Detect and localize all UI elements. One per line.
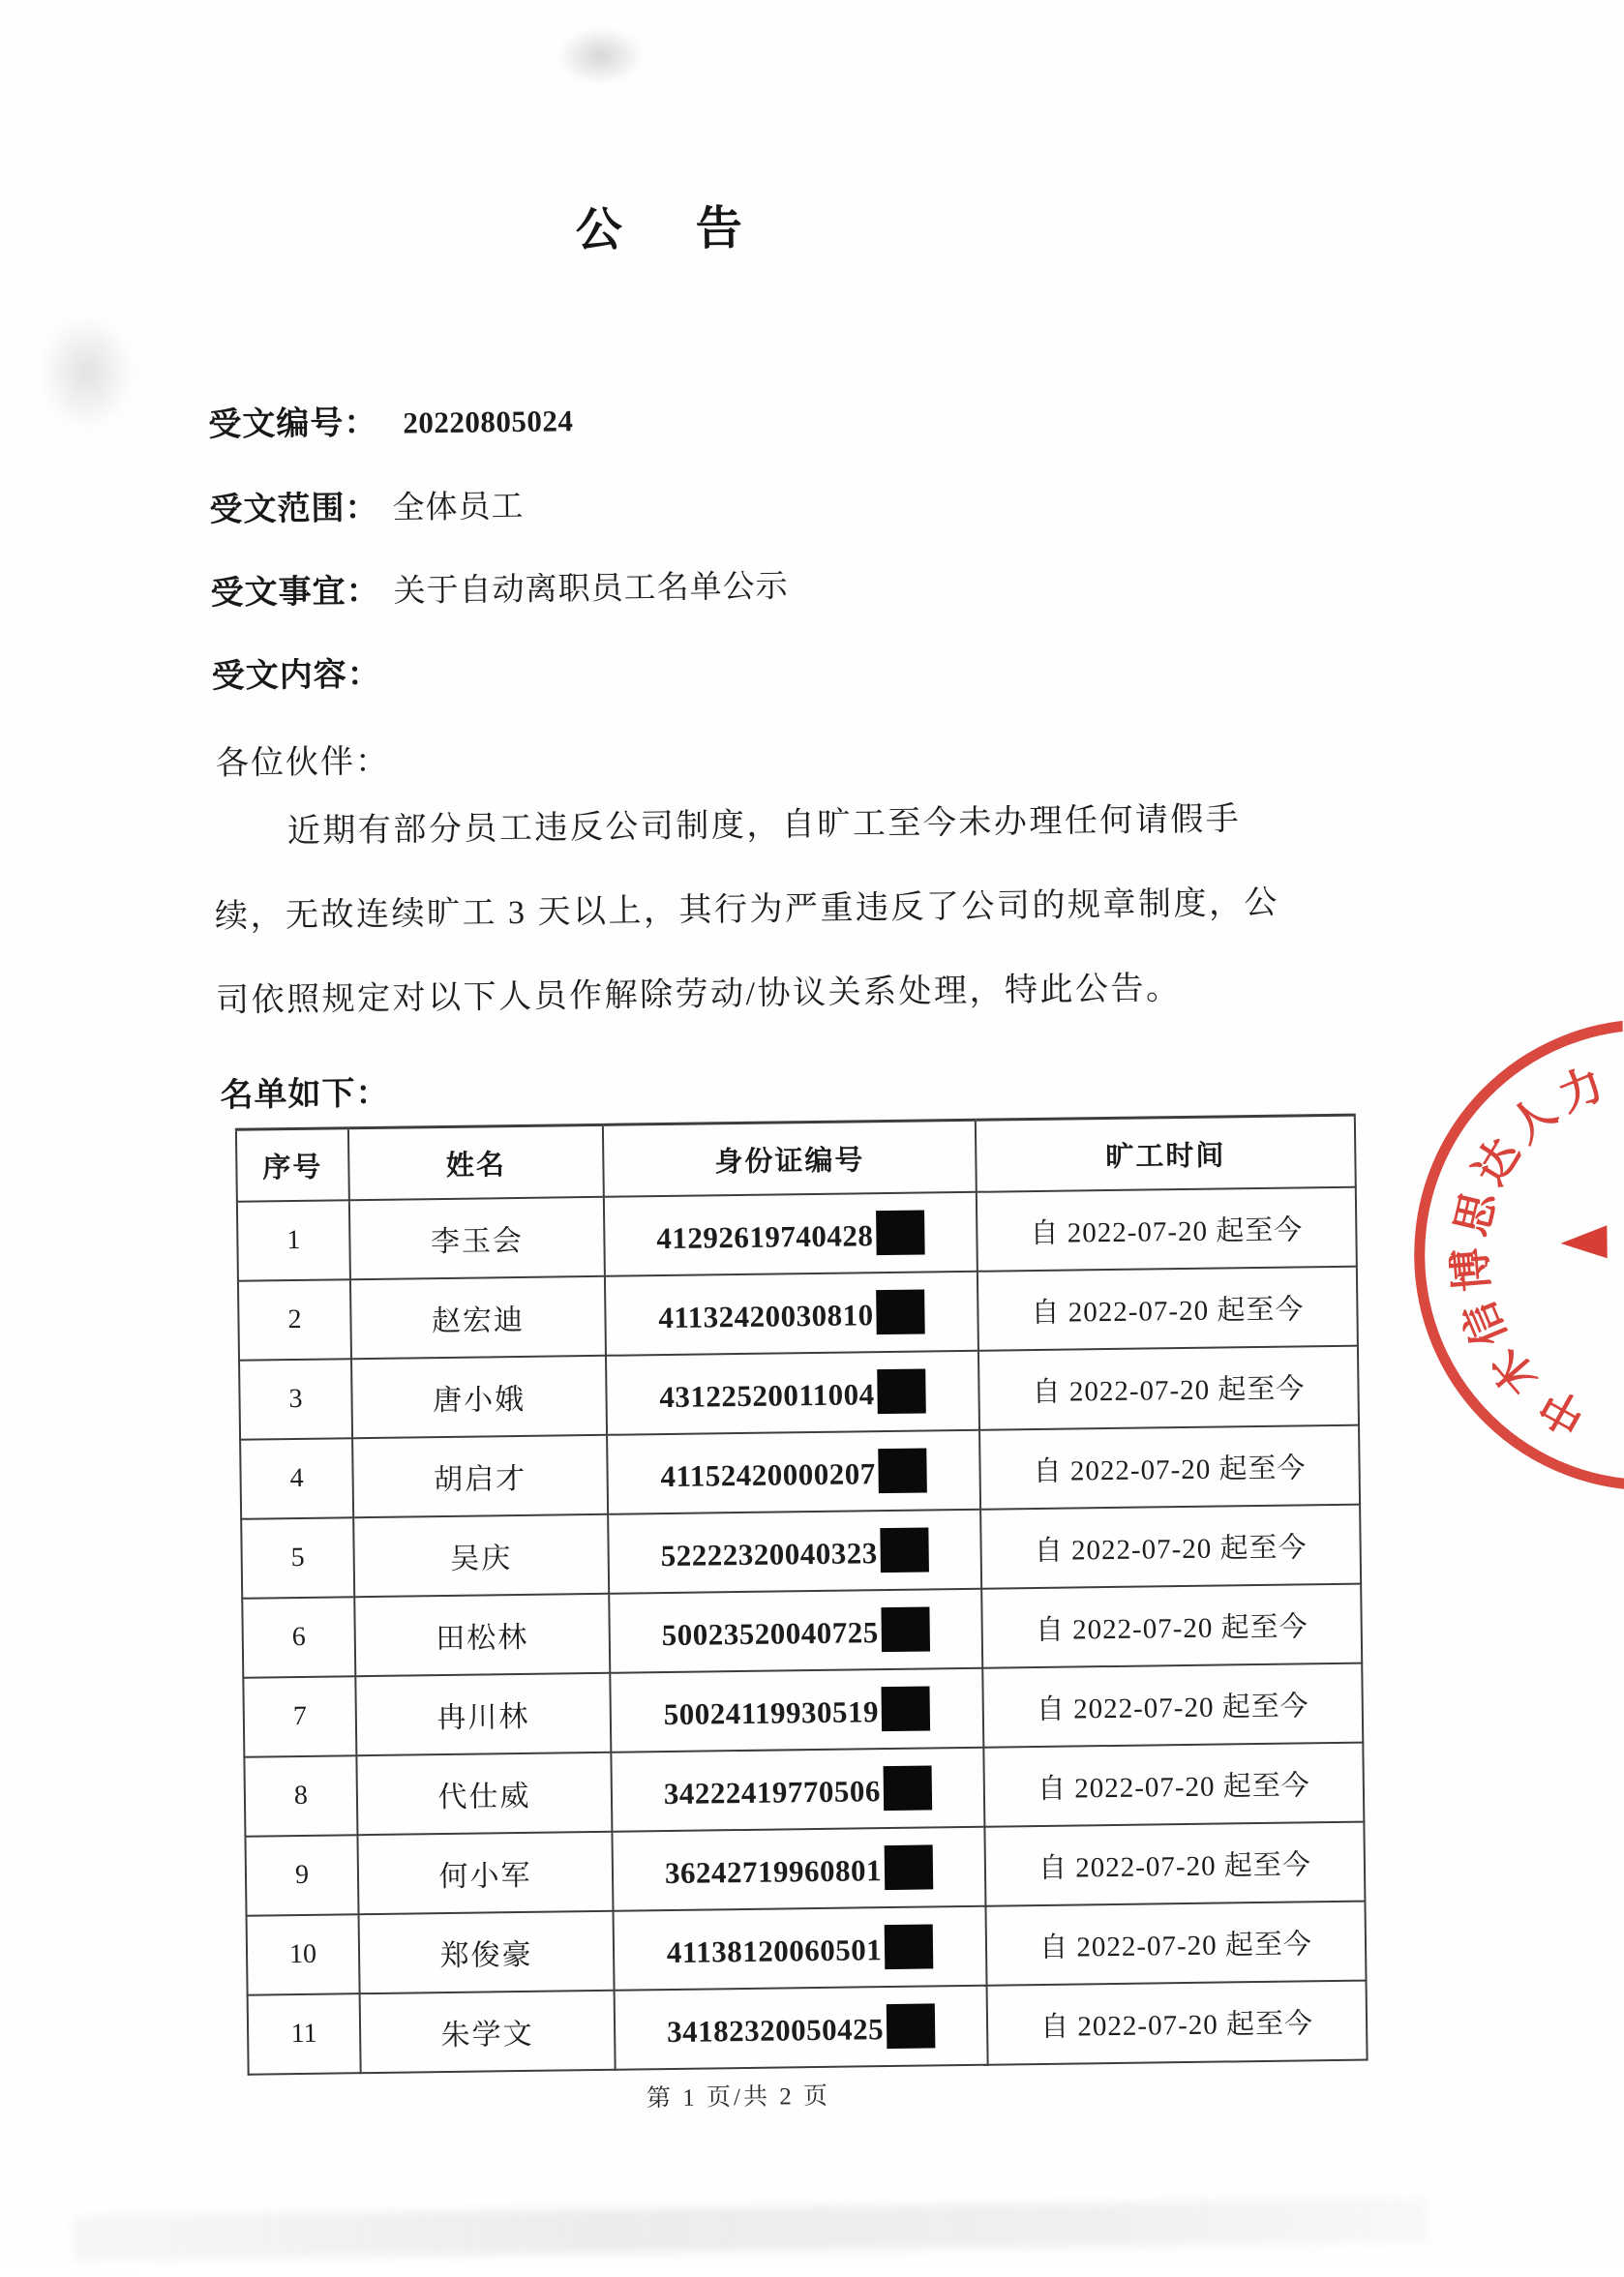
cell-name: 郑俊豪 [359, 1911, 615, 1993]
cell-index: 3 [239, 1359, 352, 1440]
table-row [239, 1346, 1359, 1440]
cell-index: 11 [248, 1993, 361, 2075]
field-value: 全体员工 [392, 490, 524, 526]
seal-character: 人 [1501, 1087, 1566, 1152]
employee-roster-table [235, 1114, 1368, 2076]
field-label: 受文事宜： [210, 573, 379, 612]
cell-absence-period: 自 2022-07-20 起至今 [985, 1902, 1366, 1986]
field-content-label [211, 647, 395, 696]
table-row [245, 1822, 1365, 1916]
cell-absence-period: 自 2022-07-20 起至今 [984, 1822, 1365, 1906]
company-seal-stamp [1395, 1005, 1624, 1507]
redaction-block [880, 1527, 929, 1573]
table-row [237, 1187, 1357, 1281]
cell-index: 1 [237, 1200, 350, 1281]
redaction-block [876, 1210, 925, 1255]
id-number-text: 52222320040323 [660, 1536, 877, 1573]
seal-character: 达 [1465, 1131, 1529, 1193]
page-number: 第 1 页/共 2 页 [13, 2068, 1464, 2122]
cell-index: 4 [240, 1438, 353, 1519]
cell-id-number [604, 1192, 977, 1276]
table-row [241, 1505, 1361, 1599]
body-line: 司依照规定对以下人员作解除劳动/协议关系处理，特此公告。 [216, 958, 1368, 1021]
cell-id-number [611, 1748, 984, 1832]
cell-id-number [609, 1589, 982, 1673]
cell-name: 冉川林 [355, 1673, 611, 1755]
cell-index: 5 [241, 1517, 354, 1599]
header-index: 序号 [236, 1128, 349, 1202]
cell-id-number [605, 1272, 978, 1356]
cell-name: 赵宏迪 [350, 1276, 606, 1359]
cell-name: 李玉会 [349, 1197, 605, 1279]
redaction-block [885, 1924, 934, 1969]
id-number-text: 34222419770506 [664, 1774, 881, 1811]
cell-absence-period: 自 2022-07-20 起至今 [980, 1505, 1361, 1589]
cell-name: 朱学文 [360, 1991, 616, 2073]
cell-id-number [610, 1668, 983, 1753]
cell-absence-period: 自 2022-07-20 起至今 [982, 1663, 1363, 1748]
cell-absence-period: 自 2022-07-20 起至今 [987, 1981, 1368, 2065]
field-value: 20220805024 [403, 404, 573, 439]
cell-absence-period: 自 2022-07-20 起至今 [977, 1187, 1357, 1272]
redaction-block [887, 2003, 936, 2049]
cell-index: 6 [242, 1597, 355, 1678]
body-line: 续，无故连续旷工 3 天以上，其行为严重违反了公司的规章制度，公 [215, 874, 1368, 937]
table-row [240, 1425, 1360, 1519]
header-name: 姓名 [348, 1124, 604, 1200]
seal-character: 思 [1447, 1185, 1504, 1241]
id-number-text: 41152420000207 [660, 1456, 876, 1493]
id-number-text: 50023520040725 [662, 1615, 879, 1652]
cell-id-number [615, 1986, 988, 2070]
scan-artifact [38, 314, 136, 431]
table-row [242, 1584, 1362, 1678]
cell-absence-period: 自 2022-07-20 起至今 [983, 1743, 1364, 1827]
cell-id-number [606, 1351, 979, 1435]
id-number-text: 34182320050425 [667, 2012, 884, 2049]
cell-name: 代仕威 [356, 1753, 612, 1835]
page-title: 公 告 [0, 183, 1343, 267]
cell-index: 10 [247, 1914, 360, 1995]
redaction-block [881, 1606, 930, 1652]
id-number-text: 41292619740428 [656, 1218, 873, 1255]
seal-star-fragment [1560, 1225, 1607, 1259]
seal-character: 木 [1482, 1339, 1547, 1404]
table-row [248, 1981, 1368, 2075]
cell-index: 2 [238, 1279, 351, 1361]
id-number-text: 50024119930519 [663, 1694, 879, 1731]
cell-name: 田松林 [354, 1594, 610, 1676]
header-absence-period: 旷工时间 [976, 1115, 1356, 1192]
cell-name: 吴庆 [353, 1514, 609, 1597]
cell-absence-period: 自 2022-07-20 起至今 [977, 1267, 1358, 1351]
salutation: 各位伙伴： [216, 734, 391, 784]
field-document-number [208, 393, 574, 444]
id-number-text: 41138120060501 [667, 1932, 883, 1969]
cell-name: 唐小娥 [351, 1356, 607, 1438]
redaction-block [877, 1368, 926, 1414]
field-label: 受文范围： [209, 490, 378, 528]
seal-character: 力 [1551, 1060, 1610, 1122]
cell-absence-period: 自 2022-07-20 起至今 [979, 1425, 1360, 1510]
table-row [244, 1743, 1364, 1837]
field-label: 受文编号： [208, 404, 377, 443]
cell-absence-period: 自 2022-07-20 起至今 [978, 1346, 1359, 1430]
redaction-block [882, 1686, 931, 1731]
seal-character: 信 [1455, 1295, 1517, 1354]
scan-artifact [73, 2199, 1428, 2260]
header-id-number: 身份证编号 [603, 1120, 977, 1197]
cell-index: 7 [243, 1676, 356, 1757]
cell-name: 何小军 [357, 1832, 613, 1914]
field-value: 关于自动离职员工名单公示 [393, 569, 788, 609]
cell-id-number [614, 1906, 987, 1991]
body-line: 近期有部分员工违反公司制度，自旷工至今未办理任何请假手 [214, 790, 1367, 853]
cell-id-number [612, 1827, 985, 1911]
cell-index: 8 [244, 1755, 357, 1837]
seal-character: 博 [1446, 1245, 1498, 1293]
cell-id-number [607, 1430, 980, 1514]
cell-index: 9 [245, 1835, 358, 1916]
table-row [238, 1267, 1358, 1361]
id-number-text: 36242719960801 [665, 1853, 882, 1890]
cell-id-number [608, 1510, 981, 1594]
cell-name: 胡启才 [352, 1435, 608, 1517]
cell-absence-period: 自 2022-07-20 起至今 [981, 1584, 1362, 1668]
field-label: 受文内容： [212, 656, 381, 695]
table-row [243, 1663, 1363, 1757]
field-subject [210, 558, 789, 613]
table-row [247, 1902, 1367, 1995]
redaction-block [884, 1765, 933, 1811]
seal-character: 中 [1532, 1379, 1594, 1443]
list-intro: 名单如下： [220, 1066, 390, 1116]
id-number-text: 43122520011004 [659, 1377, 875, 1414]
redaction-block [878, 1448, 927, 1493]
id-number-text: 41132420030810 [658, 1298, 874, 1334]
field-recipient-scope [209, 479, 525, 529]
redaction-block [885, 1844, 934, 1890]
scan-artifact [556, 26, 645, 85]
redaction-block [876, 1289, 925, 1334]
